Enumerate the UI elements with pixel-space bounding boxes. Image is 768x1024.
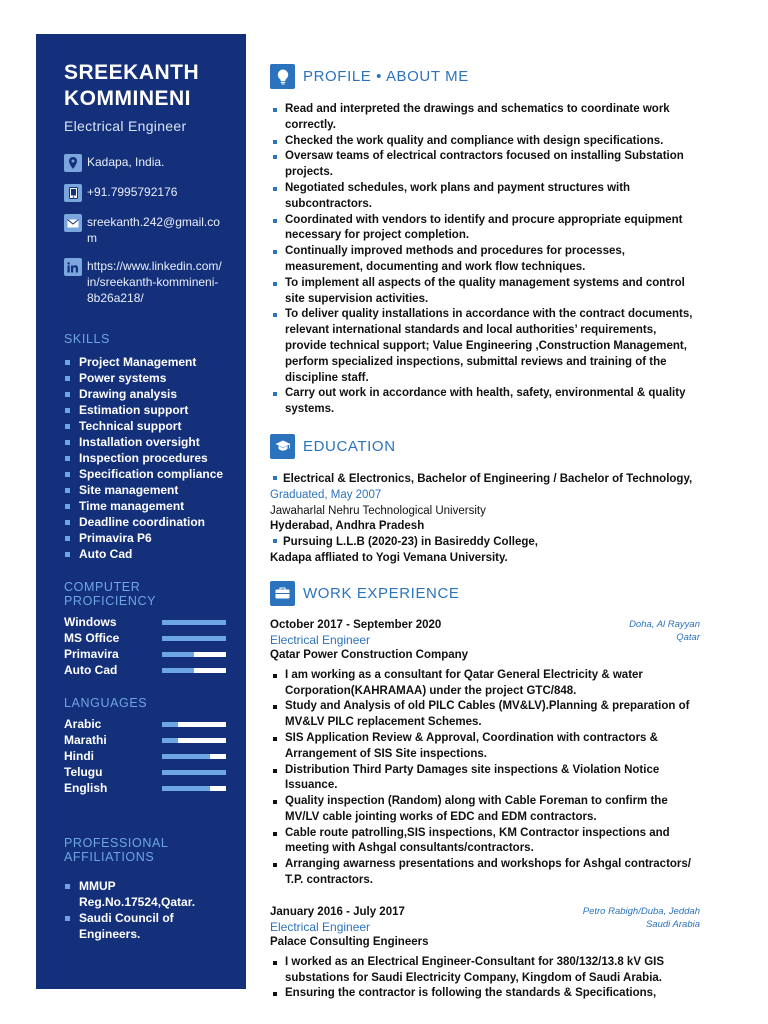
work-heading: WORK EXPERIENCE — [303, 584, 460, 602]
skill-item: Time management — [64, 498, 232, 514]
language-row — [64, 748, 226, 764]
languages-heading: LANGUAGES — [64, 696, 148, 710]
job-duty: Ensuring the contractor is following the standards & Specifications, — [270, 986, 700, 1002]
proficiency-bar-fill — [162, 754, 210, 759]
job-title: Electrical Engineer — [64, 118, 187, 134]
profile-item: Negotiated schedules, work plans and payment structures with subcontractors. — [270, 181, 700, 213]
computer-skill-label: Primavira — [64, 647, 119, 661]
affiliation-item: MMUP Reg.No.17524,Qatar. — [64, 878, 204, 910]
llb-line — [270, 535, 700, 551]
work-section-header — [270, 581, 700, 606]
language-row — [64, 780, 226, 796]
job-duty: Arranging awarness presentations and workshops for Ashgal contractors/ T.P. contractors. — [270, 857, 700, 889]
job-entry — [270, 618, 700, 889]
computer-proficiency-heading: COMPUTER PROFICIENCY — [64, 580, 157, 608]
proficiency-bar — [162, 620, 226, 625]
profile-item: Carry out work in accordance with health, safety, environmental & quality systems. — [270, 386, 700, 418]
profile-heading: PROFILE • ABOUT ME — [303, 68, 469, 85]
job-dates: January 2016 - July 2017 — [270, 905, 405, 918]
job-duty: Study and Analysis of old PILC Cables (MV&LV).Planning & preparation of MV&LV PILC replacement Schemes. — [270, 699, 700, 731]
computer-skill-row — [64, 630, 226, 646]
language-row — [64, 764, 226, 780]
education-details — [270, 472, 700, 567]
language-label: Telugu — [64, 765, 103, 779]
job-location — [629, 618, 700, 668]
proficiency-bar — [162, 754, 226, 759]
language-label: English — [64, 781, 108, 795]
job-duties-list — [270, 668, 700, 889]
proficiency-bar — [162, 738, 226, 743]
computer-skill-label: Auto Cad — [64, 663, 118, 677]
proficiency-bar-fill — [162, 770, 226, 775]
proficiency-bar-fill — [162, 738, 178, 743]
job-location — [583, 905, 700, 955]
profile-item: Continually improved methods and procedures for processes, measurement, documenting and work flow techniques. — [270, 244, 700, 276]
computer-skill-label: MS Office — [64, 631, 120, 645]
skill-item: Inspection procedures — [64, 450, 232, 466]
contact-location — [64, 154, 232, 172]
proficiency-bar-fill — [162, 620, 226, 625]
name-line-1: SREEKANTH — [64, 61, 200, 84]
job-header — [270, 618, 700, 668]
language-row — [64, 716, 226, 732]
computer-skill-row — [64, 662, 226, 678]
profile-item: To deliver quality installations in accordance with the contract documents, relevant international standards and local authorities’ requirements, provide technical support; Value Engineering ,Construction Management, perform specialized inspections, submittal reviews and training of the discipline staff. — [270, 307, 700, 386]
contact-phone — [64, 184, 232, 202]
job-location-line-1: Petro Rabigh/Duba, Jeddah — [582, 905, 700, 917]
main-content — [270, 64, 700, 1002]
job-company: Qatar Power Construction Company — [270, 648, 469, 661]
languages-list — [64, 716, 232, 796]
university-name: Jawaharlal Nehru Technological University — [270, 504, 486, 517]
job-duty: SIS Application Review & Approval, Coordination with contractors & Arrangement of SIS Site inspections. — [270, 731, 700, 763]
profile-item: Checked the work quality and compliance with design specifications. — [270, 134, 700, 150]
proficiency-bar — [162, 652, 226, 657]
job-duty: Quality inspection (Random) along with Cable Foreman to confirm the MV/LV cable jointing works of EDC and EDM contractors. — [270, 794, 700, 826]
job-location-line-1: Doha, Al Rayyan — [629, 618, 700, 630]
lightbulb-icon — [270, 64, 295, 89]
proficiency-bar — [162, 770, 226, 775]
language-label: Hindi — [64, 749, 94, 763]
computer-skill-label: Windows — [64, 615, 117, 629]
skill-item: Project Management — [64, 354, 232, 370]
job-duty: I worked as an Electrical Engineer-Consultant for 380/132/13.8 kV GIS substations for Saudi Electricity Company, Kingdom of Saudi Arabia. — [270, 955, 700, 987]
job-duty: I am working as a consultant for Qatar General Electricity & water Corporation(KAHRAMAA) under the project GTC/848. — [270, 668, 700, 700]
job-dates: October 2017 - September 2020 — [270, 618, 442, 631]
computer-skill-row — [64, 646, 226, 662]
skills-list — [64, 354, 232, 562]
profile-section-header — [270, 64, 700, 89]
contact-location-text: Kadapa, India. — [87, 155, 165, 169]
language-label: Arabic — [64, 717, 102, 731]
proficiency-bar-fill — [162, 722, 178, 727]
computer-skill-row — [64, 614, 226, 630]
llb-location: Kadapa affliated to Yogi Vemana University. — [270, 551, 508, 564]
proficiency-bar-fill — [162, 668, 194, 673]
job-header — [270, 905, 700, 955]
job-header-left — [270, 905, 428, 955]
skill-item: Deadline coordination — [64, 514, 232, 530]
skill-item: Power systems — [64, 370, 232, 386]
proficiency-bar — [162, 722, 226, 727]
phone-icon — [64, 184, 82, 202]
skill-item: Specification compliance — [64, 466, 232, 482]
skills-heading: SKILLS — [64, 332, 110, 346]
bullet-square — [273, 476, 277, 480]
name-line-2: KOMMINENI — [64, 87, 191, 110]
skill-item: Installation oversight — [64, 434, 232, 450]
job-role: Electrical Engineer — [270, 919, 371, 934]
profile-list — [270, 102, 700, 418]
proficiency-bar — [162, 786, 226, 791]
contact-phone-text[interactable]: +91.7995792176 — [87, 185, 178, 199]
contact-email-text[interactable]: sreekanth.242@gmail.com — [87, 215, 220, 245]
skill-item: Site management — [64, 482, 232, 498]
skill-item: Technical support — [64, 418, 232, 434]
job-location-line-2: Saudi Arabia — [645, 918, 700, 930]
contact-linkedin — [64, 258, 232, 306]
llb-text: Pursuing L.L.B (2020-23) in Basireddy College, — [283, 536, 538, 549]
skill-item: Drawing analysis — [64, 386, 232, 402]
job-duty: Distribution Third Party Damages site inspections & Violation Notice Issuance. — [270, 763, 700, 795]
job-header-left — [270, 618, 468, 668]
sidebar — [36, 34, 246, 989]
affiliation-item: Saudi Council of Engineers. — [64, 910, 189, 942]
skill-item: Auto Cad — [64, 546, 232, 562]
briefcase-icon — [270, 581, 295, 606]
degree-text: Electrical & Electronics, Bachelor of Engineering / Bachelor of Technology, — [283, 472, 693, 485]
skill-item: Estimation support — [64, 402, 232, 418]
job-company: Palace Consulting Engineers — [270, 935, 429, 948]
education-section-header — [270, 434, 700, 459]
location-pin-icon — [64, 154, 82, 172]
linkedin-icon — [64, 258, 82, 276]
computer-proficiency-list — [64, 614, 232, 678]
university-location: Hyderabad, Andhra Pradesh — [270, 520, 425, 533]
profile-item: Oversaw teams of electrical contractors focused on installing Substation projects. — [270, 149, 700, 181]
language-row — [64, 732, 226, 748]
profile-item: Coordinated with vendors to identify and procure appropriate equipment necessary for project completion. — [270, 213, 700, 245]
language-label: Marathi — [64, 733, 107, 747]
contact-email — [64, 214, 232, 246]
graduation-cap-icon — [270, 434, 295, 459]
proficiency-bar-fill — [162, 786, 210, 791]
education-heading: EDUCATION — [303, 437, 396, 455]
job-duties-list — [270, 955, 700, 1002]
job-entry — [270, 905, 700, 1002]
proficiency-bar — [162, 668, 226, 673]
graduated-date: Graduated, May 2007 — [270, 488, 382, 501]
proficiency-bar-fill — [162, 652, 194, 657]
proficiency-bar-fill — [162, 636, 226, 641]
profile-item: To implement all aspects of the quality management systems and control site supervision activities. — [270, 276, 700, 308]
affiliations-list — [64, 878, 232, 942]
job-duty: Cable route patrolling,SIS inspections, KM Contractor inspections and meeting with Ashgal consultants/contractors. — [270, 826, 700, 858]
contact-linkedin-text[interactable]: https://www.linkedin.com/in/sreekanth-kommineni-8b26a218/ — [87, 259, 222, 305]
profile-item: Read and interpreted the drawings and schematics to coordinate work correctly. — [270, 102, 700, 134]
affiliations-heading: PROFESSIONAL AFFILIATIONS — [64, 836, 168, 864]
email-icon — [64, 214, 82, 232]
job-location-line-2: Qatar — [676, 631, 700, 643]
candidate-name — [64, 60, 232, 112]
job-role: Electrical Engineer — [270, 632, 371, 647]
proficiency-bar — [162, 636, 226, 641]
degree-line — [270, 472, 700, 504]
skill-item: Primavira P6 — [64, 530, 232, 546]
contact-list — [64, 154, 232, 306]
bullet-square — [273, 539, 277, 543]
